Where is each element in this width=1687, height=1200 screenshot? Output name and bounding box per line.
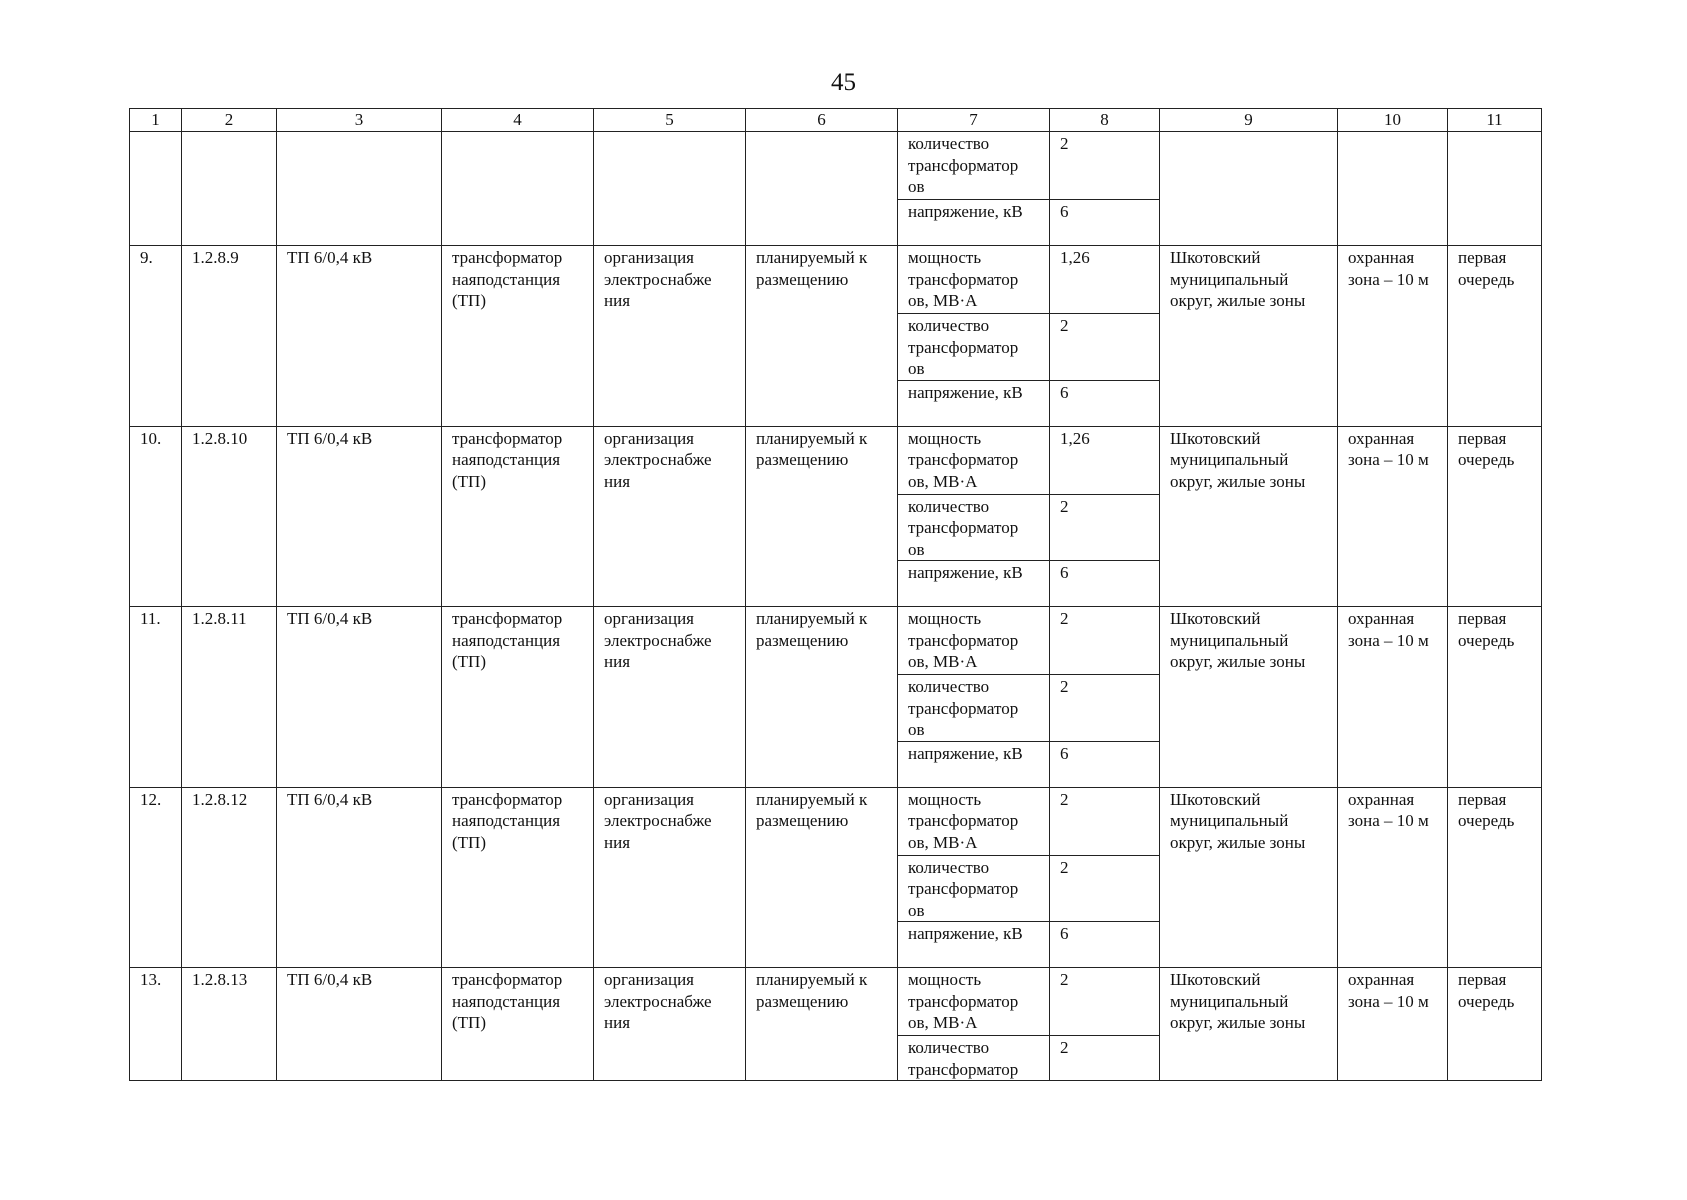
object-zone: охранная зона – 10 м: [1338, 246, 1448, 427]
param-name: напряжение, кВ: [898, 741, 1050, 787]
object-type: трансформатор наяподстанция (ТП): [442, 787, 594, 968]
object-stage: первая очередь: [1448, 426, 1542, 607]
object-status: планируемый к размещению: [746, 787, 898, 968]
object-location: Шкотовский муниципальный округ, жилые зоны: [1160, 426, 1338, 607]
param-value: 2: [1050, 132, 1160, 200]
object-type: трансформатор наяподстанция (ТП): [442, 607, 594, 788]
object-purpose: организация электроснабже ния: [594, 426, 746, 607]
row-number: 12.: [130, 787, 182, 968]
object-purpose: организация электроснабже ния: [594, 607, 746, 788]
param-name: количество трансформатор ов: [898, 675, 1050, 742]
row-code: 1.2.8.9: [182, 246, 277, 427]
object-type: трансформатор наяподстанция (ТП): [442, 246, 594, 427]
object-zone: охранная зона – 10 м: [1338, 426, 1448, 607]
object-status: планируемый к размещению: [746, 968, 898, 1081]
object-location: Шкотовский муниципальный округ, жилые зоны: [1160, 607, 1338, 788]
param-name: напряжение, кВ: [898, 380, 1050, 426]
object-stage: первая очередь: [1448, 246, 1542, 427]
column-number: 10: [1338, 109, 1448, 132]
param-value: 2: [1050, 1036, 1160, 1081]
param-value: 1,26: [1050, 426, 1160, 494]
object-type: трансформатор наяподстанция (ТП): [442, 968, 594, 1081]
table-cell: [594, 132, 746, 246]
param-name: мощность трансформатор ов, МВ·А: [898, 246, 1050, 314]
table-cell: [746, 132, 898, 246]
table-cell: [182, 132, 277, 246]
column-number: 8: [1050, 109, 1160, 132]
table-row: [130, 426, 1542, 494]
register-table: [129, 108, 1542, 1081]
object-status: планируемый к размещению: [746, 607, 898, 788]
param-name: напряжение, кВ: [898, 922, 1050, 968]
object-type: трансформатор наяподстанция (ТП): [442, 426, 594, 607]
column-number: 2: [182, 109, 277, 132]
row-number: 13.: [130, 968, 182, 1081]
param-value: 2: [1050, 675, 1160, 742]
continuation-row: [130, 132, 1542, 200]
param-value: 2: [1050, 855, 1160, 922]
param-name: количество трансформатор ов: [898, 314, 1050, 381]
param-name: количество трансформатор ов: [898, 132, 1050, 200]
column-number-row: [130, 109, 1542, 132]
object-name: ТП 6/0,4 кВ: [277, 426, 442, 607]
object-status: планируемый к размещению: [746, 426, 898, 607]
param-value: 2: [1050, 968, 1160, 1036]
row-code: 1.2.8.10: [182, 426, 277, 607]
object-zone: охранная зона – 10 м: [1338, 607, 1448, 788]
table-row: [130, 246, 1542, 314]
row-number: 10.: [130, 426, 182, 607]
object-name: ТП 6/0,4 кВ: [277, 246, 442, 427]
object-name: ТП 6/0,4 кВ: [277, 607, 442, 788]
table-cell: [277, 132, 442, 246]
row-code: 1.2.8.13: [182, 968, 277, 1081]
param-name: мощность трансформатор ов, МВ·А: [898, 607, 1050, 675]
param-value: 6: [1050, 741, 1160, 787]
object-zone: охранная зона – 10 м: [1338, 968, 1448, 1081]
table-cell: [1338, 132, 1448, 246]
object-zone: охранная зона – 10 м: [1338, 787, 1448, 968]
object-purpose: организация электроснабже ния: [594, 246, 746, 427]
param-name: напряжение, кВ: [898, 200, 1050, 246]
param-value: 6: [1050, 380, 1160, 426]
page-number: 45: [831, 69, 856, 96]
param-value: 2: [1050, 787, 1160, 855]
column-number: 3: [277, 109, 442, 132]
object-stage: первая очередь: [1448, 787, 1542, 968]
param-value: 2: [1050, 314, 1160, 381]
object-purpose: организация электроснабже ния: [594, 968, 746, 1081]
object-location: Шкотовский муниципальный округ, жилые зоны: [1160, 246, 1338, 427]
param-name: количество трансформатор ов: [898, 494, 1050, 561]
table-row: [130, 607, 1542, 675]
object-status: планируемый к размещению: [746, 246, 898, 427]
object-name: ТП 6/0,4 кВ: [277, 787, 442, 968]
row-number: 11.: [130, 607, 182, 788]
column-number: 4: [442, 109, 594, 132]
object-stage: первая очередь: [1448, 607, 1542, 788]
column-number: 7: [898, 109, 1050, 132]
column-number: 5: [594, 109, 746, 132]
row-code: 1.2.8.11: [182, 607, 277, 788]
param-name: количество трансформатор ов: [898, 855, 1050, 922]
table-cell: [130, 132, 182, 246]
object-location: Шкотовский муниципальный округ, жилые зоны: [1160, 968, 1338, 1081]
table-cell: [442, 132, 594, 246]
param-value: 2: [1050, 607, 1160, 675]
param-value: 6: [1050, 561, 1160, 607]
object-location: Шкотовский муниципальный округ, жилые зоны: [1160, 787, 1338, 968]
param-value: 6: [1050, 922, 1160, 968]
object-name: ТП 6/0,4 кВ: [277, 968, 442, 1081]
param-name: мощность трансформатор ов, МВ·А: [898, 787, 1050, 855]
table-row: [130, 968, 1542, 1036]
param-name: количество трансформатор: [898, 1036, 1050, 1081]
column-number: 11: [1448, 109, 1542, 132]
column-number: 1: [130, 109, 182, 132]
table-row: [130, 787, 1542, 855]
column-number: 9: [1160, 109, 1338, 132]
param-name: напряжение, кВ: [898, 561, 1050, 607]
object-purpose: организация электроснабже ния: [594, 787, 746, 968]
param-value: 2: [1050, 494, 1160, 561]
column-number: 6: [746, 109, 898, 132]
param-name: мощность трансформатор ов, МВ·А: [898, 426, 1050, 494]
row-code: 1.2.8.12: [182, 787, 277, 968]
param-value: 6: [1050, 200, 1160, 246]
row-number: 9.: [130, 246, 182, 427]
param-value: 1,26: [1050, 246, 1160, 314]
param-name: мощность трансформатор ов, МВ·А: [898, 968, 1050, 1036]
object-stage: первая очередь: [1448, 968, 1542, 1081]
table-cell: [1448, 132, 1542, 246]
table-cell: [1160, 132, 1338, 246]
